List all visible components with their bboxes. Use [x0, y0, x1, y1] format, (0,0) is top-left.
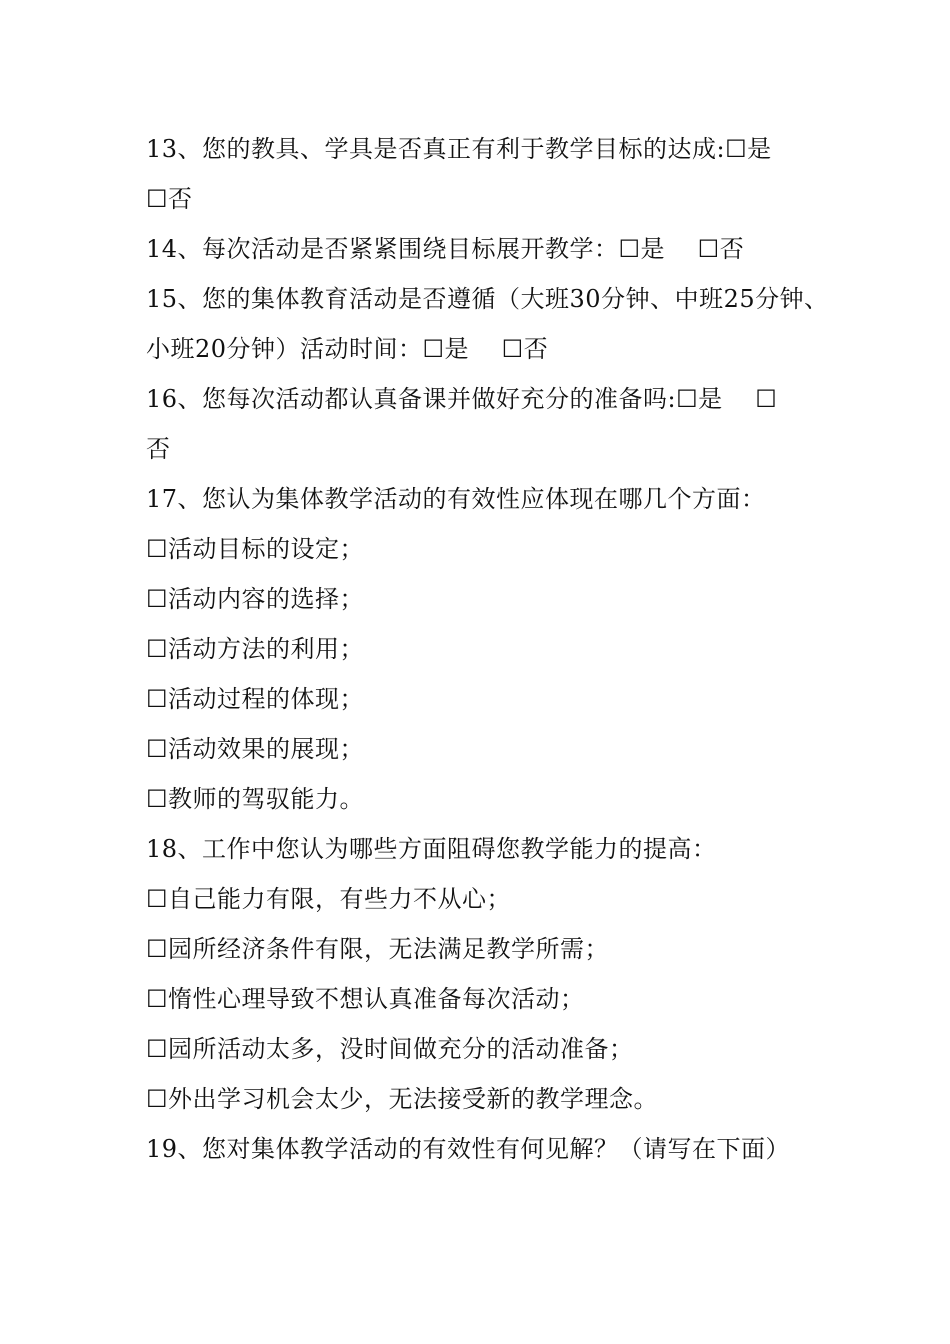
question-18-option-3: ☐惰性心理导致不想认真准备每次活动； [146, 985, 585, 1013]
question-16-continuation: 否 [146, 435, 171, 463]
question-17-option-3: ☐活动方法的利用； [146, 635, 365, 663]
question-18-option-5: ☐外出学习机会太少，无法接受新的教学理念。 [146, 1085, 659, 1113]
question-17-option-6: ☐教师的驾驭能力。 [146, 785, 365, 813]
questionnaire-body [146, 124, 846, 1174]
question-15-continuation: 小班20分钟）活动时间：☐是 ☐否 [146, 335, 549, 363]
question-17-option-1: ☐活动目标的设定； [146, 535, 365, 563]
question-18-option-2: ☐园所经济条件有限，无法满足教学所需； [146, 935, 610, 963]
question-13-line: 13、您的教具、学具是否真正有利于教学目标的达成:☐是 [146, 135, 772, 163]
question-17-option-5: ☐活动效果的展现； [146, 735, 365, 763]
question-16-line: 16、您每次活动都认真备课并做好充分的准备吗:☐是 ☐ [146, 385, 778, 413]
question-13-option-no: ☐否 [146, 185, 193, 213]
question-17-option-2: ☐活动内容的选择； [146, 585, 365, 613]
question-17-line: 17、您认为集体教学活动的有效性应体现在哪几个方面： [146, 485, 766, 513]
question-18-line: 18、工作中您认为哪些方面阻碍您教学能力的提高： [146, 835, 717, 863]
question-15-line: 15、您的集体教育活动是否遵循（大班30分钟、中班25分钟、 [146, 285, 829, 313]
question-18-option-4: ☐园所活动太多，没时间做充分的活动准备； [146, 1035, 634, 1063]
question-19-line: 19、您对集体教学活动的有效性有何见解？（请写在下面） [146, 1135, 791, 1163]
question-18-option-1: ☐自己能力有限，有些力不从心； [146, 885, 512, 913]
question-17-option-4: ☐活动过程的体现； [146, 685, 365, 713]
question-14-line: 14、每次活动是否紧紧围绕目标展开教学：☐是 ☐否 [146, 235, 745, 263]
